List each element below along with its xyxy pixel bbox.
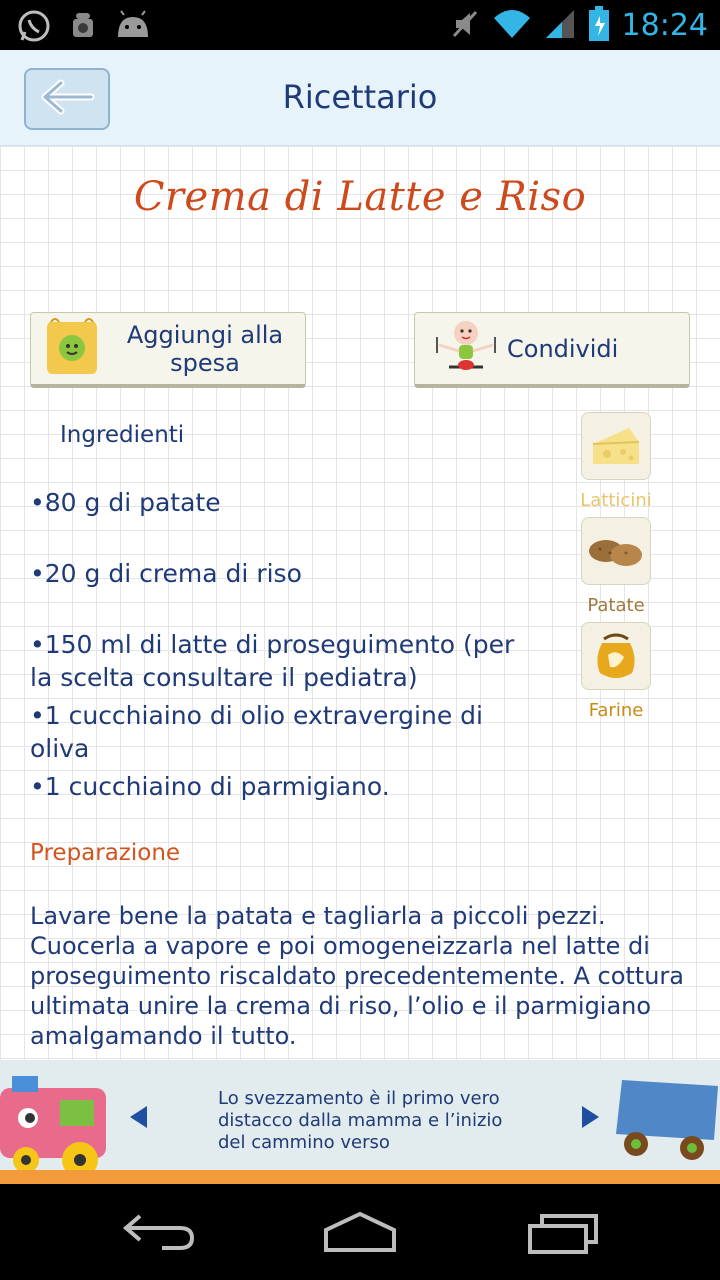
share-label: Condividi: [507, 334, 619, 363]
category-latticini[interactable]: [580, 412, 652, 511]
recents-nav-icon[interactable]: [526, 1210, 602, 1258]
ingredients-heading: Ingredienti: [60, 422, 185, 448]
potato-icon: [581, 517, 651, 585]
cheese-icon: [581, 412, 651, 480]
status-clock: 18:24: [621, 8, 708, 43]
android-icon: [114, 9, 152, 47]
banner-next-button[interactable]: [582, 1106, 599, 1128]
ingredient-item: •150 ml di latte di proseguimento (per la scelta consultare il pediatra): [30, 630, 515, 692]
ingredient-item: •1 cucchiaino di olio extravergine di oliva: [30, 701, 483, 763]
recipe-title: Crema di Latte e Riso: [133, 174, 587, 220]
wifi-icon: [492, 8, 532, 44]
baby-share-icon: [429, 315, 503, 383]
home-nav-icon[interactable]: [322, 1210, 398, 1258]
add-to-shopping-button[interactable]: [30, 312, 306, 388]
whatsapp-icon: [16, 8, 52, 48]
mute-icon: [450, 8, 480, 44]
share-button[interactable]: [414, 312, 690, 388]
preparation-text: Lavare bene la patata e tagliarla a piccoli pezzi. Cuocerla a vapore e poi omogeneizzarla nel latte di proseguimento riscaldato precedentemente. A cottura ultimata unire la crema di riso, l’olio e il parmigiano amalgamando il tutto.: [30, 902, 684, 1050]
category-patate[interactable]: [580, 517, 652, 616]
banner-prev-button[interactable]: [130, 1106, 147, 1128]
banner-text: Lo svezzamento è il primo vero distacco dalla mamma e l’inizio del cammino verso: [218, 1088, 503, 1153]
category-farine[interactable]: [580, 622, 652, 721]
category-label: Latticini: [580, 490, 652, 511]
ingredient-item: •1 cucchiaino di parmigiano.: [30, 772, 390, 801]
battery-icon: [588, 6, 610, 46]
flour-sack-icon: [581, 622, 651, 690]
signal-icon: [544, 8, 576, 44]
banner-stripe: [0, 1170, 720, 1184]
tips-banner: [0, 1060, 720, 1184]
android-debug-icon: [66, 9, 100, 47]
back-nav-icon[interactable]: [122, 1210, 198, 1258]
ingredient-item: •20 g di crema di riso: [30, 559, 302, 588]
preparation-heading: Preparazione: [30, 840, 181, 866]
recipe-content: [0, 146, 720, 1060]
ingredient-item: •80 g di patate: [30, 488, 221, 517]
app-header: [0, 50, 720, 146]
add-to-shopping-label: Aggiungi alla spesa: [126, 320, 284, 377]
status-bar: [0, 0, 720, 50]
navigation-bar: [0, 1184, 720, 1280]
page-title: Ricettario: [282, 78, 438, 116]
train-engine-icon: [0, 1068, 112, 1184]
category-label: Patate: [587, 595, 645, 616]
category-label: Farine: [588, 700, 644, 721]
train-wagon-icon: [614, 1076, 720, 1170]
shopping-bag-icon: [41, 318, 103, 380]
